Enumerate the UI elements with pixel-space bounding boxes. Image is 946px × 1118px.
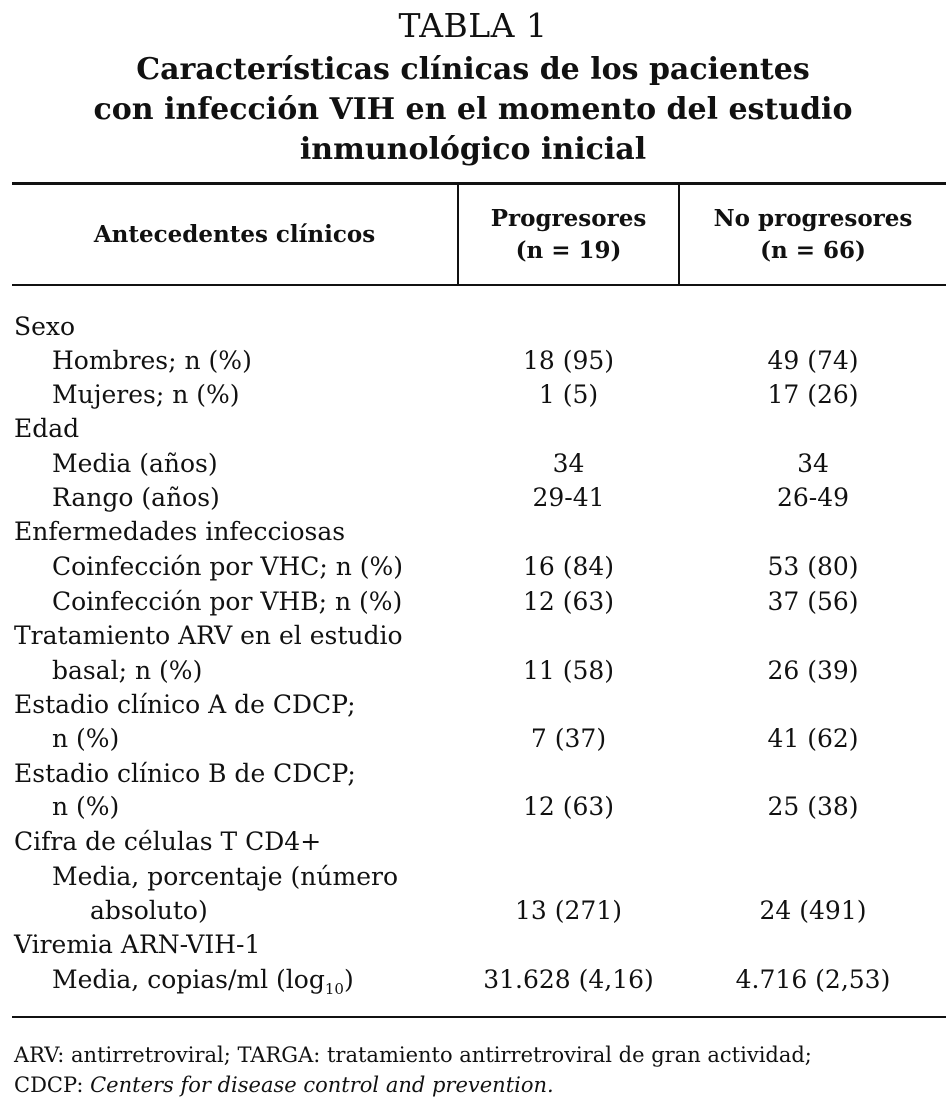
row-label: Estadio clínico B de CDCP;: [14, 759, 356, 788]
table-row: [0, 377, 946, 412]
value-no-progresores: 53 (80): [767, 552, 859, 581]
row-label: Rango (años): [52, 483, 220, 512]
table-row: [0, 687, 946, 722]
value-progresores: 31.628 (4,16): [483, 965, 654, 994]
table-row: [0, 653, 946, 688]
value-progresores: 18 (95): [522, 346, 615, 375]
value-no-progresores: 24 (491): [759, 896, 867, 925]
header-antecedentes: [12, 185, 457, 284]
row-label: Media, porcentaje (número: [52, 862, 398, 891]
table-row: [0, 549, 946, 584]
header-no-progresores: [680, 185, 946, 284]
table-row: [0, 514, 946, 549]
value-progresores: 29-41: [532, 483, 605, 512]
value-progresores: 12 (63): [522, 587, 615, 616]
footnote-line: ARV: antirretroviral; TARGA: tratamiento antirretroviral de gran actividad;: [14, 1043, 812, 1067]
table-title: [0, 50, 946, 170]
table-row: [0, 756, 946, 791]
value-no-progresores: 17 (26): [767, 380, 859, 409]
row-label: Cifra de células T CD4+: [14, 827, 322, 856]
value-no-progresores: 41 (62): [767, 724, 859, 753]
value-progresores: 16 (84): [522, 552, 615, 581]
table-number: TABLA 1: [398, 6, 548, 45]
footnote-italic: Centers for disease control and prevention.: [90, 1073, 554, 1097]
table-row: [0, 721, 946, 756]
title-line: inmunológico inicial: [299, 132, 647, 167]
row-label: Coinfección por VHC; n (%): [52, 552, 404, 581]
title-line: Características clínicas de los pacientes: [136, 52, 810, 87]
row-label: basal; n (%): [52, 656, 203, 685]
table-footnote: [14, 1040, 936, 1100]
row-label-text: Media, copias/ml (log: [52, 965, 325, 994]
row-label: Tratamiento ARV en el estudio: [14, 621, 403, 650]
value-no-progresores: 4.716 (2,53): [735, 965, 891, 994]
row-label: n (%): [52, 724, 120, 753]
value-progresores: 11 (58): [522, 656, 615, 685]
row-label: Edad: [14, 414, 80, 443]
header-count: (n = 66): [760, 236, 866, 264]
table-row: [0, 343, 946, 378]
value-progresores: 7 (37): [530, 724, 607, 753]
table-row: [0, 584, 946, 619]
value-no-progresores: 25 (38): [767, 792, 859, 821]
title-line: con infección VIH en el momento del estudio: [93, 92, 853, 127]
row-label-end: ): [343, 965, 354, 994]
row-label: absoluto): [90, 896, 208, 925]
footnote-line: [14, 1070, 936, 1100]
table-row: [0, 789, 946, 824]
row-label: Hombres; n (%): [52, 346, 252, 375]
table-row: [0, 309, 946, 344]
header-label: Antecedentes clínicos: [93, 220, 376, 248]
value-no-progresores: 26 (39): [767, 656, 859, 685]
footnote-prefix: CDCP:: [14, 1073, 91, 1097]
table-row: [0, 618, 946, 653]
header-progresores: [459, 185, 678, 284]
table-row: [0, 446, 946, 481]
value-progresores: 1 (5): [538, 380, 599, 409]
row-label: Estadio clínico A de CDCP;: [14, 690, 356, 719]
row-label: Media (años): [52, 449, 218, 478]
table-row: [0, 962, 946, 997]
bottom-rule: [12, 1016, 946, 1018]
header-count: (n = 19): [515, 236, 622, 264]
value-no-progresores: 34: [797, 449, 829, 478]
value-progresores: 34: [552, 449, 585, 478]
table-row: [0, 824, 946, 859]
row-label: Enfermedades infecciosas: [14, 517, 346, 546]
row-label: Mujeres; n (%): [52, 380, 240, 409]
log-subscript: 10: [324, 980, 344, 998]
value-no-progresores: 37 (56): [767, 587, 859, 616]
value-progresores: 13 (271): [515, 896, 622, 925]
header-label: Progresores: [490, 204, 647, 232]
row-label: Viremia ARN-VIH-1: [14, 930, 261, 959]
table-row: [0, 893, 946, 928]
table-row: [0, 480, 946, 515]
row-label: [52, 962, 354, 997]
table-row: [0, 927, 946, 962]
value-progresores: 12 (63): [522, 792, 615, 821]
row-label: Sexo: [14, 312, 76, 341]
value-no-progresores: 49 (74): [767, 346, 859, 375]
table-row: [0, 411, 946, 446]
table-row: [0, 859, 946, 894]
header-rule: [12, 284, 946, 286]
value-no-progresores: 26-49: [776, 483, 850, 512]
row-label: n (%): [52, 792, 120, 821]
row-label: Coinfección por VHB; n (%): [52, 587, 403, 616]
header-label: No progresores: [713, 204, 913, 232]
